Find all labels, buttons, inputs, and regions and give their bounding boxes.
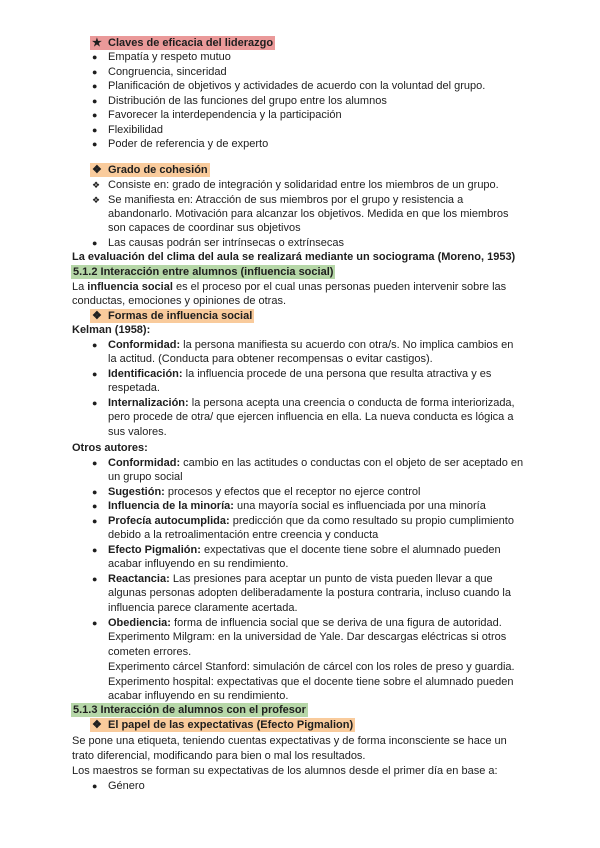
bullet-icon: ● (92, 487, 98, 497)
definition: predicción que da como resultado su propio cumplimiento (229, 515, 514, 527)
term: Sugestión: (108, 486, 165, 498)
bullet-icon: ● (92, 781, 98, 791)
otros-item-continuation: acabar influyendo en su rendimiento. (108, 558, 289, 570)
otros-item-continuation: cometen errores. (108, 646, 192, 658)
kelman-item-continuation: pero procede de otra/ que ejercen influencia en ella. La nueva conducta es lógica a (108, 411, 514, 423)
term: Efecto Pigmalión: (108, 544, 201, 556)
intro-term: influencia social (87, 281, 173, 293)
kelman-item-continuation: sus valores. (108, 426, 167, 438)
otros-item (108, 456, 523, 470)
cohesion-title: Grado de cohesión (108, 164, 208, 176)
otros-item-continuation: influencia parece claramente acertada. (108, 602, 298, 614)
otros-item-continuation: Experimento Milgram: en la universidad de Yale. Dar descargas eléctricas si otros (108, 631, 507, 643)
formas-heading (90, 309, 254, 323)
star-icon: ★ (92, 37, 102, 49)
diamond-icon: ❖ (92, 719, 102, 731)
paragraph-line: Los maestros se forman su expectativas de los alumnos desde el primer día en base a: (72, 765, 498, 777)
bullet-icon: ● (92, 66, 98, 77)
expectativas-title: El papel de las expectativas (Efecto Pigmalion) (108, 719, 354, 731)
bullet-icon: ● (92, 95, 98, 106)
term: Profecía autocumplida: (108, 515, 230, 527)
list-item-continuation: abandonarlo. Motivación para alcanzar los objetivos. Medida en que los miembros (108, 208, 509, 220)
section-512-title: 5.1.2 Interacción entre alumnos (influencia social) (73, 266, 334, 278)
bullet-icon: ● (92, 124, 98, 135)
section-513-title: 5.1.3 Interacción de alumnos con el profesor (73, 704, 306, 716)
list-item: Congruencia, sinceridad (108, 65, 227, 78)
otros-item-continuation: algunas personas adopten deliberadamente la postura contraria, incluso cuando la (108, 587, 511, 599)
term: Reactancia: (108, 573, 170, 585)
diamond-bullet-icon: ❖ (92, 195, 101, 205)
list-item: Empatía y respeto mutuo (108, 51, 231, 63)
section-512-heading (71, 265, 335, 279)
otros-item (108, 485, 420, 499)
bullet-icon: ● (92, 238, 98, 248)
intro-post: es el proceso por el cual unas personas pueden intervenir sobre las (172, 281, 507, 293)
otros-item-continuation: debido a la retroalimentación entre creencia y conducta (108, 529, 379, 541)
bullet-icon: ● (92, 516, 98, 526)
kelman-item (108, 396, 515, 410)
diamond-icon: ❖ (92, 310, 102, 322)
influencia-intro-line2: conductas, emociones y opiniones de otras. (72, 295, 287, 307)
expectativas-highlight (90, 718, 355, 732)
claves-heading (90, 36, 275, 50)
otros-item (108, 499, 486, 513)
cohesion-heading (90, 163, 210, 177)
otros-item (108, 543, 501, 557)
otros-item-continuation: Experimento hospital: expectativas que el docente tiene sobre el alumnado pueden (108, 676, 514, 688)
bullet-icon: ● (92, 574, 98, 584)
otros-item (108, 514, 514, 528)
kelman-item-continuation: la actitud. (Conducta para obtener recompensas o evitar castigos). (108, 353, 433, 365)
list-item-continuation: son capaces de coordinar sus objetivos (108, 222, 301, 234)
definition: la influencia procede de una persona que resulta atractiva y es (182, 368, 492, 380)
otros-item-continuation: un grupo social (108, 471, 183, 483)
term: Identificación: (108, 368, 183, 380)
diamond-bullet-icon: ❖ (92, 180, 101, 190)
bullet-icon: ● (92, 52, 98, 62)
definition: Las presiones para aceptar un punto de vista pueden llevar a que (169, 573, 493, 585)
bullet-icon: ● (92, 340, 98, 350)
term: Conformidad: (108, 457, 181, 469)
list-item: Flexibilidad (108, 123, 164, 136)
bullet-icon: ● (92, 369, 98, 379)
kelman-item (108, 367, 491, 381)
term: Conformidad: (108, 339, 181, 351)
list-item: Distribución de las funciones del grupo entre los alumnos (108, 94, 387, 107)
otros-label: Otros autores: (72, 442, 148, 454)
list-item: Las causas podrán ser intrínsecas o extrínsecas (108, 237, 345, 249)
formas-title: Formas de influencia social (108, 310, 253, 322)
kelman-item-continuation: respetada. (108, 382, 160, 394)
expectativas-heading (90, 718, 355, 732)
bullet-icon: ● (92, 81, 98, 91)
otros-item-continuation: Experimento cárcel Stanford: simulación de cárcel con los roles de preso y guardia. (108, 661, 515, 673)
definition: una mayoría social es influenciada por una minoría (233, 500, 486, 512)
list-item: Se manifiesta en: Atracción de sus miembros por el grupo y resistencia a (108, 194, 464, 206)
diamond-icon: ❖ (92, 164, 102, 176)
cohesion-highlight (90, 163, 210, 177)
claves-highlight (90, 36, 275, 50)
kelman-label: Kelman (1958): (72, 324, 151, 336)
list-item: Género (108, 780, 145, 792)
section-513-heading (71, 703, 308, 717)
bullet-icon: ● (92, 545, 98, 555)
otros-item (108, 572, 493, 586)
definition: expectativas que el docente tiene sobre el alumnado pueden (200, 544, 501, 556)
definition: cambio en las actitudes o conductas con el objeto de ser aceptado en (180, 457, 524, 469)
definition: procesos y efectos que el receptor no ejerce control (164, 486, 421, 498)
list-item: Poder de referencia y de experto (108, 138, 269, 150)
paragraph-line: Se pone una etiqueta, teniendo cuentas expectativas y de forma inconsciente se hace un (72, 735, 507, 747)
bullet-icon: ● (92, 110, 98, 120)
bullet-icon: ● (92, 139, 98, 149)
paragraph-line: trato diferencial, modificando para bien o mal los resultados. (72, 750, 366, 762)
sociograma-note: La evaluación del clima del aula se realizará mediante un sociograma (Moreno, 1953) (72, 251, 516, 263)
definition: la persona manifiesta su acuerdo con otra/s. No implica cambios en (180, 339, 514, 351)
definition: forma de influencia social que se deriva de una figura de autoridad. (170, 617, 502, 629)
intro-pre: La (72, 281, 88, 293)
term: Obediencia: (108, 617, 171, 629)
bullet-icon: ● (92, 398, 98, 408)
bullet-icon: ● (92, 458, 98, 468)
bullet-icon: ● (92, 618, 98, 628)
formas-highlight (90, 309, 254, 323)
influencia-intro (72, 280, 506, 294)
bullet-icon: ● (92, 501, 98, 511)
term: Influencia de la minoría: (108, 500, 234, 512)
definition: la persona acepta una creencia o conducta de forma interiorizada, (188, 397, 515, 409)
claves-title: Claves de eficacia del liderazgo (108, 37, 274, 49)
list-item: Favorecer la interdependencia y la participación (108, 109, 342, 121)
list-item: Consiste en: grado de integración y solidaridad entre los miembros de un grupo. (108, 179, 499, 191)
otros-item (108, 616, 502, 630)
kelman-item (108, 338, 513, 352)
term: Internalización: (108, 397, 189, 409)
list-item: Planificación de objetivos y actividades de acuerdo con la voluntad del grupo. (108, 80, 486, 92)
otros-item-continuation: acabar influyendo en su rendimiento. (108, 690, 289, 702)
